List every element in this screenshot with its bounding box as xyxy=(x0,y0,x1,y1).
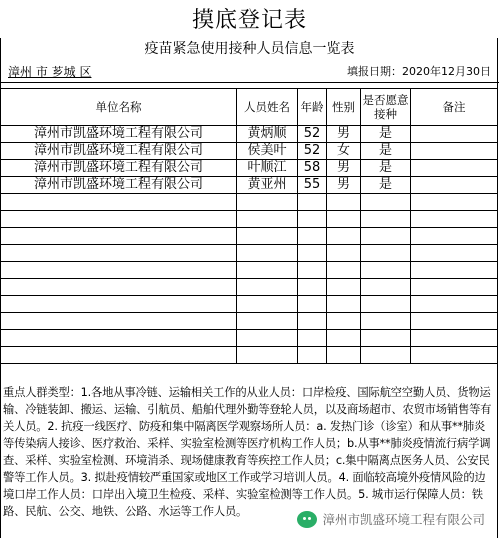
cell-age: 55 xyxy=(298,177,327,194)
cell-name: 黄炳顺 xyxy=(237,126,298,143)
fill-date-value: 2020年12月30日 xyxy=(402,65,491,78)
notes-text: 重点人群类型：1.各地从事冷链、运输相关工作的从业人员：口岸检疫、国际航空空勤人员、货物运输、冷链装卸、搬运、运输、引航员、船舶代理外勤等登轮人员，以及商场超市、农贸市场销售等有关人员。2. 抗疫一线医疗、防疫和集中隔离医学观察场所人员：a. 发热门诊（诊室）和从事**肺炎等传染病人接诊、医疗救治、采样、实验室检测等医疗机构工作人员；b.从事**肺炎疫情流行病学调查、采样、实验室检测、环境消杀、现场健康教育等疾控工作人员；c.集中隔离点医务人员、公安民警等工作人员。3. 拟赴疫情较严重国家或地区工作或学习培训人员。4. 面临较高境外疫情风险的边境口岸工作人员：口岸出入境卫生检疫、采样、实验室检测等工作人员。5. 城市运行保障人员：铁路、民航、公交、地铁、公路、水运等工作人员。 xyxy=(3,386,492,518)
cell-age xyxy=(298,279,327,296)
header-vaccinate: 是否愿意接种 xyxy=(361,89,411,126)
cell-note xyxy=(411,194,498,211)
cell-sex xyxy=(327,228,361,245)
cell-unit xyxy=(1,245,237,262)
cell-sex xyxy=(327,296,361,313)
table-row xyxy=(1,211,498,228)
cell-willing xyxy=(361,245,411,262)
cell-sex xyxy=(327,279,361,296)
cell-name xyxy=(237,296,298,313)
cell-unit xyxy=(1,228,237,245)
cell-willing xyxy=(361,228,411,245)
table-row xyxy=(1,228,498,245)
cell-age xyxy=(298,330,327,347)
cell-willing xyxy=(361,313,411,330)
table-row xyxy=(1,313,498,330)
cell-name: 叶顺江 xyxy=(237,160,298,177)
cell-age xyxy=(298,245,327,262)
cell-sex xyxy=(327,194,361,211)
cell-willing xyxy=(361,347,411,364)
cell-unit xyxy=(1,262,237,279)
cell-age xyxy=(298,296,327,313)
cell-sex xyxy=(327,262,361,279)
cell-sex xyxy=(327,313,361,330)
cell-unit: 漳州市凯盛环境工程有限公司 xyxy=(1,126,237,143)
table-row xyxy=(1,245,498,262)
cell-willing: 是 xyxy=(361,126,411,143)
cell-unit xyxy=(1,347,237,364)
cell-willing xyxy=(361,279,411,296)
cell-note xyxy=(411,279,498,296)
cell-sex xyxy=(327,347,361,364)
cell-unit: 漳州市凯盛环境工程有限公司 xyxy=(1,177,237,194)
cell-unit xyxy=(1,296,237,313)
cell-note xyxy=(411,245,498,262)
cell-sex xyxy=(327,211,361,228)
table-row xyxy=(1,160,498,177)
cell-sex: 女 xyxy=(327,143,361,160)
cell-note xyxy=(411,160,498,177)
table-row xyxy=(1,177,498,194)
cell-unit xyxy=(1,194,237,211)
cell-sex xyxy=(327,330,361,347)
cell-willing xyxy=(361,194,411,211)
header-age: 年龄 xyxy=(298,89,327,126)
cell-name: 侯美叶 xyxy=(237,143,298,160)
cell-note xyxy=(411,347,498,364)
cell-name xyxy=(237,279,298,296)
cell-unit xyxy=(1,211,237,228)
cell-sex: 男 xyxy=(327,126,361,143)
cell-age xyxy=(298,262,327,279)
cell-name xyxy=(237,313,298,330)
cell-note xyxy=(411,228,498,245)
cell-sex: 男 xyxy=(327,177,361,194)
cell-age: 58 xyxy=(298,160,327,177)
cell-name xyxy=(237,245,298,262)
cell-note xyxy=(411,296,498,313)
cell-name: 黄亚州 xyxy=(237,177,298,194)
cell-note xyxy=(411,177,498,194)
table-row xyxy=(1,143,498,160)
cell-age xyxy=(298,211,327,228)
cell-note xyxy=(411,143,498,160)
cell-sex: 男 xyxy=(327,160,361,177)
cell-age xyxy=(298,347,327,364)
cell-name xyxy=(237,211,298,228)
header-name: 人员姓名 xyxy=(237,89,298,126)
page-title: 摸底登记表 xyxy=(191,8,307,33)
grid-top-line xyxy=(0,82,499,83)
cell-note xyxy=(411,126,498,143)
header-unit: 单位名称 xyxy=(1,89,237,126)
cell-willing xyxy=(361,211,411,228)
cell-unit xyxy=(1,279,237,296)
table-row xyxy=(1,347,498,364)
cell-name xyxy=(237,347,298,364)
header-note: 备注 xyxy=(411,89,498,126)
cell-unit: 漳州市凯盛环境工程有限公司 xyxy=(1,143,237,160)
fill-date-label: 填报日期： xyxy=(347,65,402,78)
cell-name xyxy=(237,330,298,347)
cell-willing: 是 xyxy=(361,160,411,177)
cell-name xyxy=(237,262,298,279)
cell-willing xyxy=(361,262,411,279)
cell-unit xyxy=(1,313,237,330)
cell-note xyxy=(411,262,498,279)
personnel-table xyxy=(0,88,498,364)
cell-unit xyxy=(1,330,237,347)
cell-age xyxy=(298,228,327,245)
table-row xyxy=(1,194,498,211)
cell-name xyxy=(237,194,298,211)
watermark xyxy=(293,509,489,529)
watermark-text: 漳州市凯盛环境工程有限公司 xyxy=(322,512,485,527)
cell-willing xyxy=(361,330,411,347)
cell-willing: 是 xyxy=(361,143,411,160)
cell-unit: 漳州市凯盛环境工程有限公司 xyxy=(1,160,237,177)
table-row xyxy=(1,126,498,143)
cell-age: 52 xyxy=(298,126,327,143)
cell-age xyxy=(298,313,327,330)
cell-note xyxy=(411,211,498,228)
cell-name xyxy=(237,228,298,245)
table-row xyxy=(1,262,498,279)
cell-willing: 是 xyxy=(361,177,411,194)
page-subtitle: 疫苗紧急使用接种人员信息一览表 xyxy=(144,41,355,57)
header-sex: 性别 xyxy=(327,89,361,126)
cell-note xyxy=(411,330,498,347)
cell-sex xyxy=(327,245,361,262)
table-row xyxy=(1,296,498,313)
cell-willing xyxy=(361,296,411,313)
cell-note xyxy=(411,313,498,330)
cell-age: 52 xyxy=(298,143,327,160)
fill-date xyxy=(347,64,491,80)
wechat-icon xyxy=(297,511,317,528)
region-label: 漳州 市 芗城 区 xyxy=(8,65,92,79)
table-row xyxy=(1,279,498,296)
cell-age xyxy=(298,194,327,211)
table-row xyxy=(1,330,498,347)
table-header-row xyxy=(1,89,498,126)
